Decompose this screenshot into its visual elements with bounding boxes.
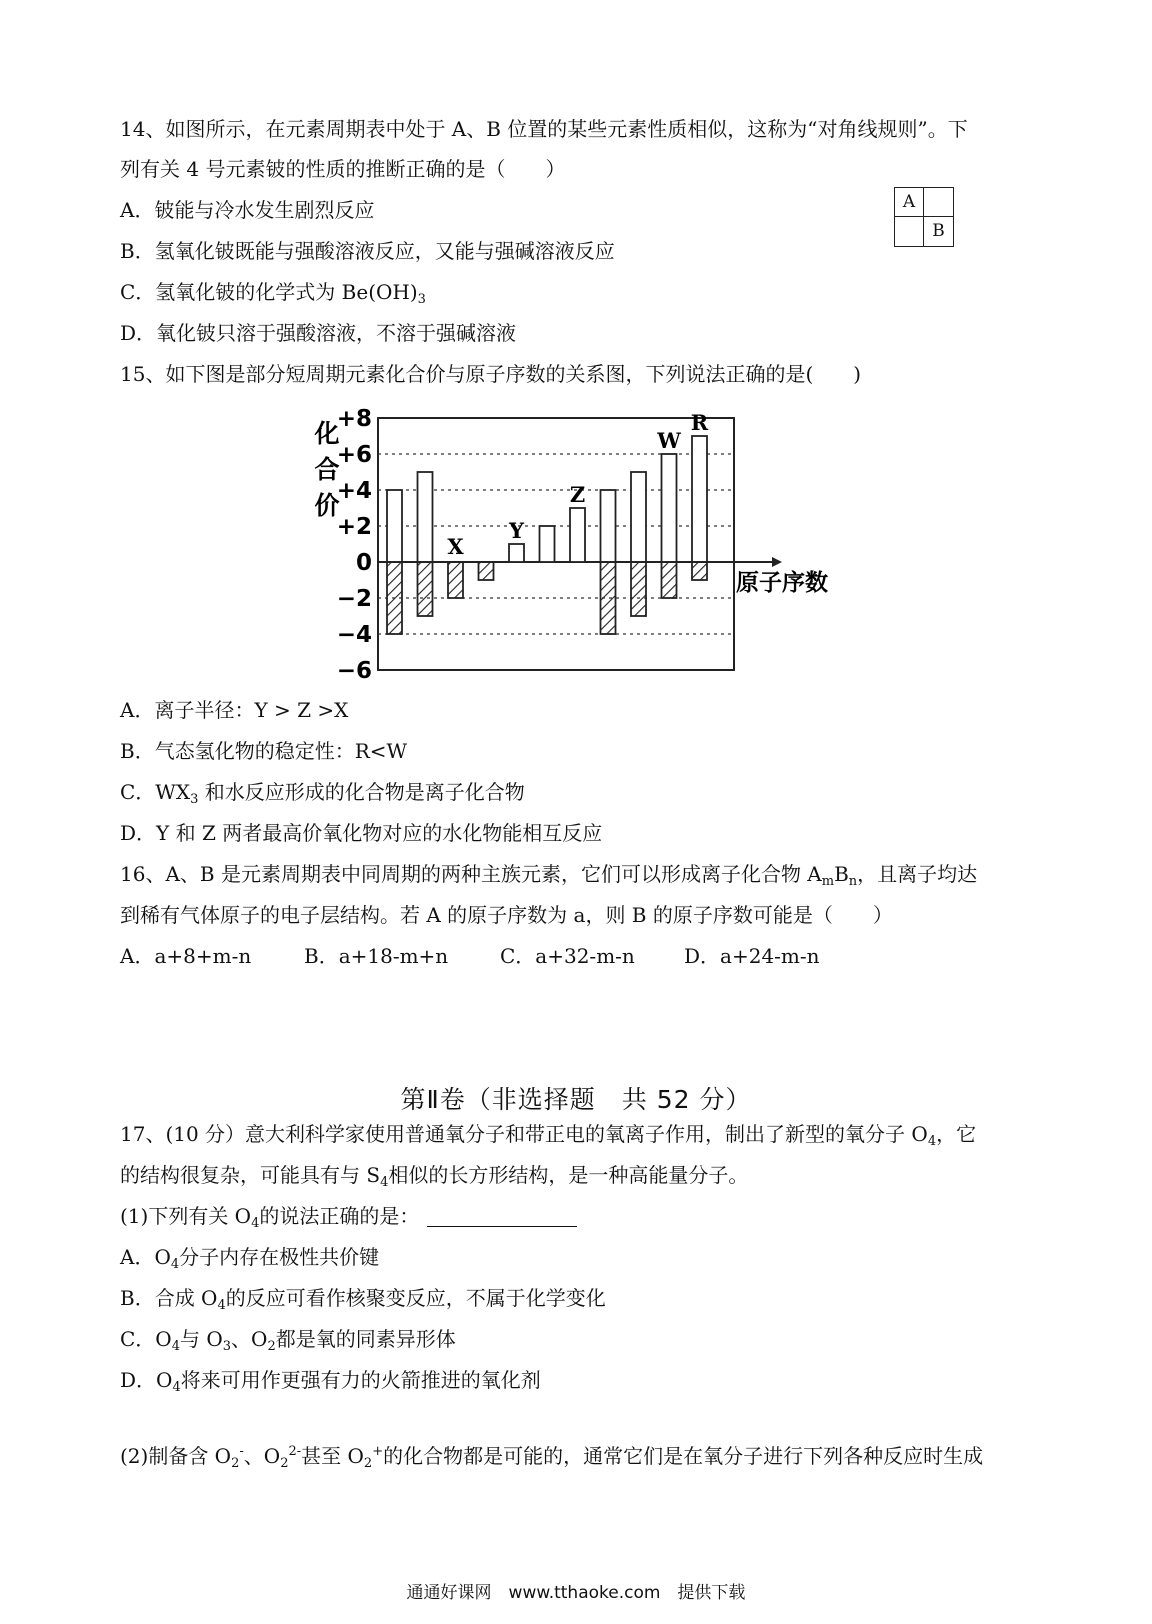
q16-line1: 16、A、B 是元素周期表中同周期的两种主族元素，它们可以形成离子化合物 $A_mB_n$，且离子均达: [120, 862, 978, 889]
bar-positive: [662, 454, 677, 562]
bar-positive: [570, 508, 585, 562]
grid-cell-empty: [895, 217, 924, 246]
bar-negative: [692, 562, 707, 580]
bar-positive: [631, 472, 646, 562]
q16-option-a: A．a+8+m-n: [120, 944, 252, 968]
x-axis-arrow: [772, 557, 782, 567]
bar-positive: [418, 472, 433, 562]
q15-option-d: D．Y 和 Z 两者最高价氧化物对应的水化物能相互反应: [120, 821, 603, 845]
q17-part2: (2)制备含 $O_2^-$、$O_2^{2-}$甚至 $O_2^+$的化合物都是可能的，通常它们是在氧分子进行下列各种反应时生成: [120, 1444, 984, 1471]
bar-positive: [509, 544, 524, 562]
answer-blank[interactable]: [427, 1208, 577, 1227]
bar-negative: [418, 562, 433, 616]
bar-label: W: [657, 428, 681, 453]
bar-positive: [692, 436, 707, 562]
bar-positive: [601, 490, 616, 562]
bar-negative: [601, 562, 616, 634]
bar-positive: [387, 490, 402, 562]
q16-option-d: D．a+24-m-n: [684, 944, 820, 968]
bar-negative: [448, 562, 463, 598]
q15-option-a: A．离子半径：Y > Z >X: [120, 698, 349, 722]
y-tick-label: −6: [336, 658, 372, 684]
q15-option-c: C．$WX_3$ 和水反应形成的化合物是离子化合物: [120, 780, 525, 807]
y-tick-label: −4: [336, 622, 372, 648]
q14-option-b: B．氢氧化铍既能与强酸溶液反应，又能与强碱溶液反应: [120, 239, 615, 263]
q17-option-b: B．合成 $O_4$的反应可看作核聚变反应，不属于化学变化: [120, 1286, 606, 1313]
y-axis-label-char: 化: [314, 419, 340, 448]
q14-line2: 列有关 4 号元素铍的性质的推断正确的是（ ）: [120, 157, 566, 181]
bar-negative: [662, 562, 677, 598]
y-tick-label: 0: [355, 550, 372, 576]
bar-negative: [479, 562, 494, 580]
q16-options: [120, 944, 820, 968]
q17-option-c: C．$O_4$与 $O_3$、$O_2$都是氧的同素异形体: [120, 1327, 456, 1354]
bar-label: X: [447, 534, 464, 559]
q16-line2: 到稀有气体原子的电子层结构。若 A 的原子序数为 a，则 B 的原子序数可能是（ ）: [120, 903, 893, 927]
q16-option-b: B．a+18-m+n: [304, 944, 449, 968]
diagonal-rule-grid: [894, 187, 954, 247]
section-title: 第Ⅱ卷（非选择题 共 52 分）: [400, 1085, 752, 1114]
q14-option-a: A．铍能与冷水发生剧烈反应: [120, 198, 375, 222]
q17-option-d: D．$O_4$将来可用作更强有力的火箭推进的氧化剂: [120, 1368, 541, 1395]
valence-chart: [314, 406, 860, 690]
bar-negative: [631, 562, 646, 616]
q16-option-c: C．a+32-m-n: [500, 944, 635, 968]
y-tick-label: +6: [336, 442, 372, 468]
y-axis-label-char: 价: [314, 491, 340, 520]
x-axis-label: 原子序数: [736, 570, 828, 596]
bar-label: Z: [569, 482, 586, 507]
y-tick-label: +4: [336, 478, 372, 504]
q15-line1: 15、如下图是部分短周期元素化合价与原子序数的关系图，下列说法正确的是( ): [120, 362, 862, 386]
q14-line1: 14、如图所示，在元素周期表中处于 A、B 位置的某些元素性质相似，这称为“对角线规则”。下: [120, 117, 968, 141]
q14-option-d: D．氧化铍只溶于强酸溶液，不溶于强碱溶液: [120, 321, 517, 345]
q17-option-a: A．$O_4$分子内存在极性共价键: [120, 1245, 380, 1272]
y-tick-label: −2: [336, 586, 372, 612]
footer-source: 通通好课网 www.tthaoke.com 提供下载: [406, 1583, 746, 1603]
grid-cell-b: B: [932, 221, 945, 241]
grid-cell-a: A: [895, 188, 924, 217]
q14-option-c: C．氢氧化铍的化学式为 $Be(OH)_3$: [120, 280, 426, 307]
bar-positive: [540, 526, 555, 562]
y-axis-label-char: 合: [314, 455, 340, 484]
q17-line2: 的结构很复杂，可能具有与 $S_4$相似的长方形结构，是一种高能量分子。: [120, 1163, 749, 1190]
q17-line1: 17、(10 分）意大利科学家使用普通氧分子和带正电的氧离子作用，制出了新型的氧分子 $O_4$，它: [120, 1122, 977, 1149]
bar-label: Y: [509, 518, 524, 543]
bar-label: R: [690, 410, 709, 435]
q15-option-b: B．气态氢化物的稳定性：R<W: [120, 739, 408, 763]
grid-cell-empty: [924, 188, 953, 217]
y-tick-label: +2: [336, 514, 372, 540]
bar-negative: [387, 562, 402, 634]
y-tick-label: +8: [336, 406, 372, 432]
q17-part1: (1)下列有关 $O_4$的说法正确的是：: [120, 1204, 577, 1236]
